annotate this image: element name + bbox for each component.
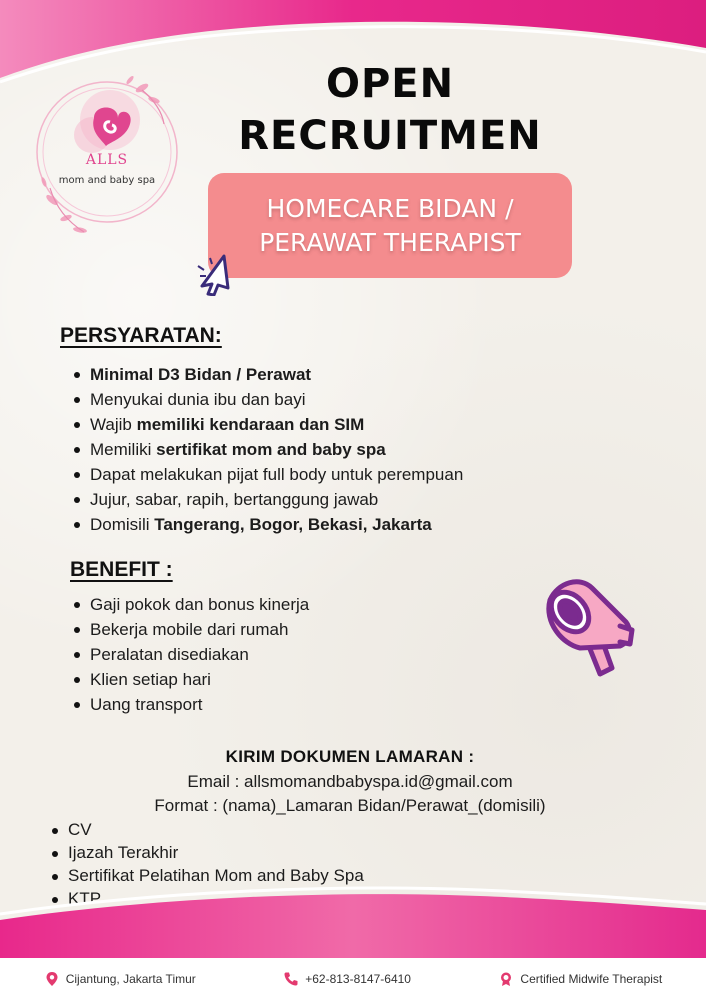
position-line-2: PERAWAT THERAPIST [259, 227, 521, 257]
title-line-2: RECRUITMEN [238, 113, 542, 159]
cursor-pointer-icon [196, 252, 234, 296]
document-item: Ijazah Terakhir [50, 841, 470, 864]
location-text: Cijantung, Jakarta Timur [65, 972, 196, 986]
requirement-item: Dapat melakukan pijat full body untuk perempuan [72, 462, 592, 487]
footer-certification [498, 971, 662, 987]
certification-text: Certified Midwife Therapist [520, 972, 663, 986]
logo-name: ALLS [85, 152, 129, 168]
certificate-badge-icon [498, 971, 514, 987]
requirements-heading: PERSYARATAN: [60, 324, 222, 347]
document-item: Sertifikat Pelatihan Mom and Baby Spa [50, 864, 470, 887]
requirement-item: Memiliki sertifikat mom and baby spa [72, 437, 592, 462]
document-item: CV [50, 818, 470, 841]
application-heading: KIRIM DOKUMEN LAMARAN : [225, 747, 475, 766]
phone-icon [283, 971, 299, 987]
location-pin-icon [44, 971, 60, 987]
benefit-heading: BENEFIT : [70, 558, 173, 581]
requirement-item: Minimal D3 Bidan / Perawat [72, 362, 592, 387]
requirements-list [72, 362, 592, 537]
application-format: Format : (nama)_Lamaran Bidan/Perawat_(domisili) [154, 796, 546, 815]
title-line-1: OPEN [325, 61, 455, 107]
benefit-item: Peralatan disediakan [72, 642, 472, 667]
bottom-decorative-wave [0, 880, 706, 960]
footer-location [44, 971, 196, 987]
alls-logo [22, 60, 192, 250]
position-line-1: HOMECARE BIDAN / [266, 193, 514, 223]
requirement-item: Wajib memiliki kendaraan dan SIM [72, 412, 592, 437]
footer-phone[interactable] [283, 971, 411, 987]
position-banner [208, 173, 572, 278]
requirement-item: Menyukai dunia ibu dan bayi [72, 387, 592, 412]
benefit-list [72, 592, 472, 717]
phone-text: +62-813-8147-6410 [305, 972, 411, 986]
benefit-item: Gaji pokok dan bonus kinerja [72, 592, 472, 617]
document-item: KTP [50, 887, 470, 910]
megaphone-icon [540, 570, 640, 685]
application-email[interactable]: Email : allsmomandbabyspa.id@gmail.com [187, 772, 513, 791]
footer-bar [0, 958, 706, 1000]
benefit-item: Klien setiap hari [72, 667, 472, 692]
logo-subtitle: mom and baby spa [58, 175, 156, 186]
requirement-item: Domisili Tangerang, Bogor, Bekasi, Jakarta [72, 512, 592, 537]
benefit-item: Bekerja mobile dari rumah [72, 617, 472, 642]
requirement-item: Jujur, sabar, rapih, bertanggung jawab [72, 487, 592, 512]
poster-title [200, 58, 580, 162]
benefit-item: Uang transport [72, 692, 472, 717]
